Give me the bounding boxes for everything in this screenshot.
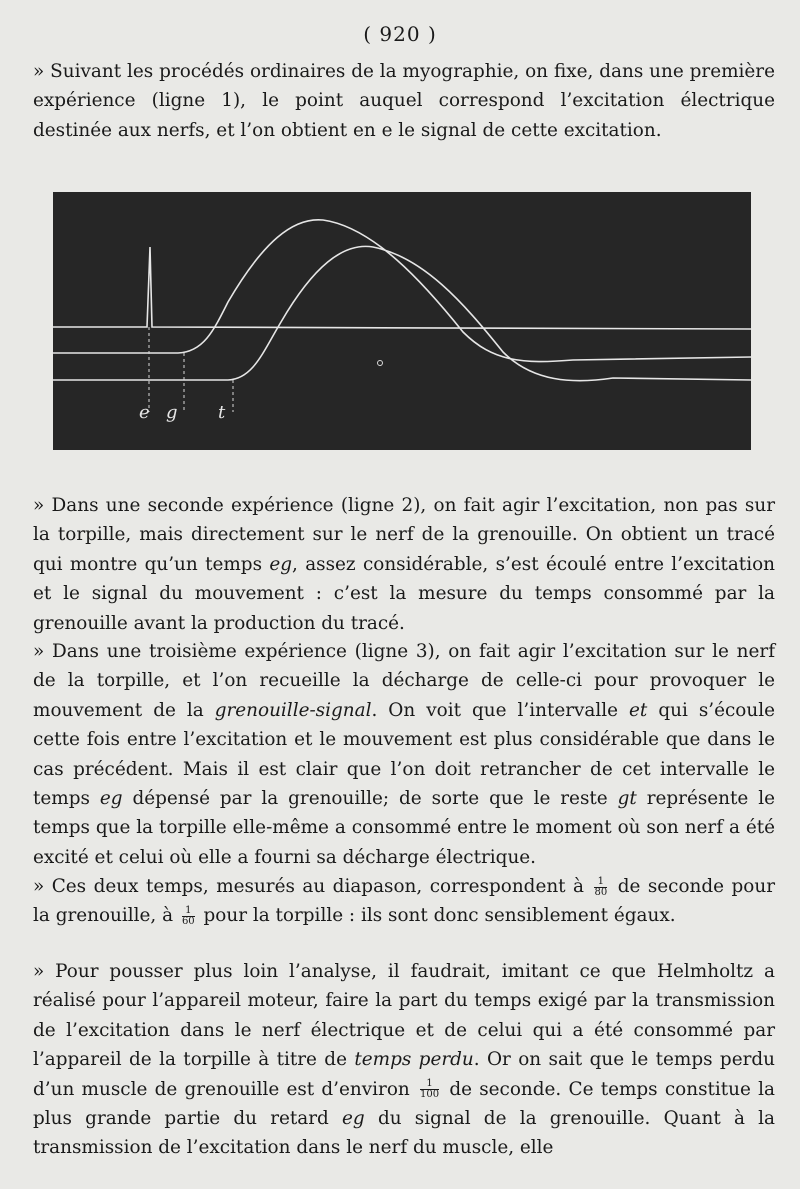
paragraph-2-text: » Dans une seconde expérience (ligne 2), on fait agir l’excitation, non pas sur la torpille, mais directement sur le nerf de la grenouille. On obtient un tracé qui montre qu’un temps xyxy=(33,495,775,575)
fraction-denominator: 60 xyxy=(181,915,195,927)
paragraph-4-text: de seconde pour la grenouille, à xyxy=(33,876,775,927)
fraction-numerator: 1 xyxy=(594,877,607,888)
italic-eg: eg xyxy=(342,1108,365,1130)
myograph-traces xyxy=(53,192,751,450)
paragraph-3 xyxy=(33,637,775,872)
fraction-numerator: 1 xyxy=(420,1079,439,1090)
italic-grenouille-signal: grenouille-signal xyxy=(214,699,372,721)
paragraph-4-text: » Ces deux temps, mesurés au diapason, correspondent à xyxy=(33,876,592,897)
paragraph-3-text: . On voit que l’intervalle xyxy=(371,699,630,721)
paragraph-5-text: » Pour pousser plus loin l’analyse, il faudrait, imitant ce que Helmholtz a réalisé pour l’appareil moteur, faire la part du temps exigé par la transmission de l’excitation dans le nerf électrique et de celui qui a été consommé par l’appareil de la torpille à titre de xyxy=(33,961,775,1071)
fraction-denominator: 80 xyxy=(594,886,608,898)
paragraph-3-text: représente le temps que la torpille elle-même a consommé entre le moment où son nerf a été excité et celui où elle a fourni sa décharge électrique. xyxy=(33,788,775,868)
italic-eg: eg xyxy=(99,788,123,810)
page-number: ( 920 ) xyxy=(363,22,437,46)
paragraph-4-text: pour la torpille : ils sont donc sensiblement égaux. xyxy=(197,905,676,927)
paragraph-4 xyxy=(33,872,775,931)
label-e: e xyxy=(139,402,150,423)
italic-temps-perdu: temps perdu xyxy=(354,1049,474,1071)
paragraph-5-text: . Or on sait que le temps perdu d’un muscle de grenouille est d’environ xyxy=(33,1049,775,1100)
italic-et: et xyxy=(629,699,648,721)
paragraph-3-text: qui s’écoule cette fois entre l’excitation et le mouvement est plus considérable que dans le cas précédent. Mais il est clair que l’on doit retrancher de cet intervalle le temps xyxy=(33,699,775,810)
label-t: t xyxy=(218,402,226,423)
label-g: g xyxy=(166,402,178,423)
fraction-1-80 xyxy=(594,877,607,898)
fraction-numerator: 1 xyxy=(182,906,195,917)
paragraph-3-text: dépensé par la grenouille; de sorte que le reste xyxy=(122,788,618,810)
fraction-1-60 xyxy=(182,906,195,927)
fraction-1-100 xyxy=(420,1079,439,1100)
italic-eg: eg xyxy=(269,553,293,575)
paragraph-1: » Suivant les procédés ordinaires de la myographie, on fixe, dans une première expérience (ligne 1), le point auquel correspond l’excitation électrique destinée aux nerfs, et l’on obtient en e le signal de cette excitation. xyxy=(33,61,775,141)
paragraph-5 xyxy=(33,957,775,1163)
paragraph-2-text: , assez considérable, s’est écoulé entre l’excitation et le signal du mouvement : c’est la mesure du temps consommé par la grenouille avant la production du tracé. xyxy=(33,553,775,634)
paragraph-2 xyxy=(33,491,775,638)
myograph-figure xyxy=(53,192,751,450)
fraction-denominator: 100 xyxy=(419,1089,440,1101)
italic-gt: gt xyxy=(617,788,637,810)
paragraph-3-text: » Dans une troisième expérience (ligne 3), on fait agir l’excitation sur le nerf de la torpille, et l’on recueille la décharge de celle-ci pour provoquer le mouvement de la xyxy=(33,641,775,721)
paragraph-5-text: de seconde. Ce temps constitue la plus grande partie du retard xyxy=(33,1078,775,1130)
paragraph-5-text: du signal de la grenouille. Quant à la transmission de l’excitation dans le nerf du muscle, elle xyxy=(33,1108,776,1159)
